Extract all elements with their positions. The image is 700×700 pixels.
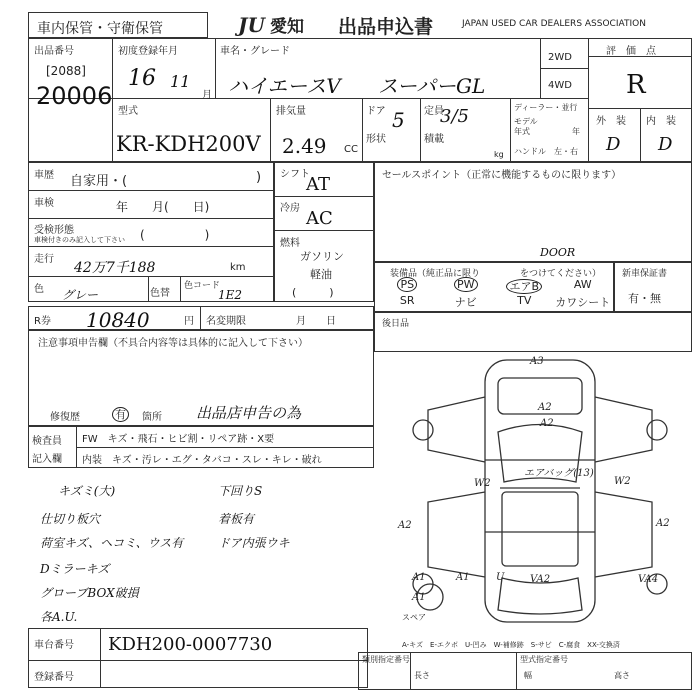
repair-note: 出品店申告の為: [196, 404, 302, 422]
association-name: JAPAN USED CAR DEALERS ASSOCIATION: [462, 19, 646, 29]
recycle-label: R券: [34, 316, 51, 327]
equipment-label: 装備品（純正品に限り: [390, 269, 481, 279]
damage-label-a2-2: A2: [540, 418, 554, 429]
repair-label: 修復歴: [50, 412, 80, 423]
remark-3: 仕切り板穴: [40, 512, 101, 526]
damage-label-w2-2: W2: [614, 476, 631, 487]
equipment-note: DOOR: [540, 246, 576, 259]
cc-unit: CC: [344, 144, 358, 155]
remark-8: グローブBOX破損: [40, 586, 139, 600]
fuel-value: ガソリン: [300, 250, 344, 263]
inspector-fw: FW キズ・飛石・ヒビ割・リペア跡・X要: [82, 434, 275, 445]
door-label: ドア: [366, 106, 386, 117]
ju-logo: [238, 12, 304, 37]
kg-unit: kg: [494, 150, 504, 159]
spec-label: 類別指定番号: [362, 655, 410, 664]
damage-label-va2: VA2: [530, 574, 551, 585]
region-text: 愛知: [270, 17, 304, 37]
displacement: 2.49: [282, 134, 327, 158]
model-designate-label: 型式指定番号: [520, 655, 568, 664]
remark-9: 各A.U.: [40, 610, 78, 624]
reg-year: 16: [128, 66, 156, 91]
width-label: 幅: [524, 671, 532, 680]
equip-airbag: エアB: [495, 278, 554, 294]
equip-leather: カワシート: [555, 296, 611, 309]
cooler-value: AC: [306, 208, 333, 229]
reg-month: 11: [170, 72, 191, 91]
rating-label: 評 価 点: [606, 46, 656, 57]
car-grade: スーパーGL: [378, 74, 486, 98]
ext-grade: D: [606, 134, 621, 155]
after-date-label: 後日品: [382, 319, 410, 329]
after-date-box: [374, 312, 692, 352]
equip-aw: AW: [573, 278, 592, 291]
inspection-label: 車検: [34, 198, 54, 209]
repair-yes: 有: [112, 406, 129, 422]
inspection-value: 年 月( 日): [116, 200, 210, 214]
shape-label: 形状: [366, 134, 386, 145]
inspector-entry-label: 記入欄: [32, 454, 62, 465]
fuel-label: 燃料: [280, 238, 300, 249]
repair-place: 箇所: [142, 412, 162, 423]
length-label: 長さ: [414, 671, 430, 680]
capacity: 3/5: [440, 106, 469, 127]
km-unit: km: [230, 262, 246, 273]
recycle-value: 10840: [86, 308, 150, 332]
drive-2wd: 2WD: [548, 52, 572, 63]
spare-label: スペア: [402, 613, 426, 622]
fuel-paren: ( ): [292, 286, 334, 299]
damage-label-a1-2: A1: [456, 572, 470, 583]
color-code-label: 色コード: [184, 281, 221, 291]
warranty-value: 有・無: [628, 292, 661, 305]
model-code: KR-KDH200V: [116, 132, 261, 156]
remark-1: キズミ(大): [58, 484, 116, 498]
ju-logo-text: JU: [238, 13, 265, 37]
storage-badge: [28, 12, 208, 38]
name-change-value: 月 日: [296, 316, 336, 327]
warranty-label: 新車保証書: [622, 269, 668, 279]
airbag-note: エアバッグ(13): [524, 468, 594, 479]
sales-point-label: セールスポイント（正常に機能するものに限ります）: [382, 170, 622, 181]
damage-label-a1-1: A1: [412, 572, 426, 583]
handle-label: ハンドル 左・右: [514, 147, 578, 156]
model-year-label: モデル: [514, 117, 538, 126]
fuel-alt: 軽油: [310, 268, 332, 281]
damage-label-a2-1: A2: [538, 402, 552, 413]
name-label: 車名・グレード: [220, 46, 290, 57]
car-name: ハイエースV: [228, 74, 341, 98]
lot-sub: [2088]: [46, 64, 86, 78]
lot-number: 20006: [36, 82, 113, 110]
color-code: 1E2: [218, 288, 243, 302]
equipment-label-tail: をつけてください）: [520, 269, 602, 279]
drive-4wd: 4WD: [548, 80, 572, 91]
history-close: ): [256, 170, 262, 185]
equip-tv: TV: [517, 294, 532, 307]
damage-legend: A-キズ E-エクボ U-凹み W-補修跡 S-サビ C-腐食 XX-交換済: [402, 641, 620, 649]
mileage: 42万7千188: [74, 260, 156, 276]
remark-4: 着板有: [218, 512, 255, 526]
inspector-interior: キズ・汚レ・エグ・タバコ・スレ・キレ・破れ: [112, 455, 322, 466]
lot-label: 出品番号: [34, 46, 74, 57]
color-label: 色: [34, 284, 44, 295]
shift-label: シフト: [280, 169, 310, 180]
remark-7: Dミラーキズ: [40, 562, 110, 576]
history-value: 自家用・(: [70, 174, 128, 189]
color-value: グレー: [62, 288, 99, 302]
color-change-label: 色替: [150, 288, 170, 299]
year-unit: 年: [572, 127, 580, 136]
accept-sub: 車検付きのみ記入して下さい: [34, 236, 125, 244]
int-grade: D: [658, 134, 673, 155]
yen-unit: 円: [184, 316, 194, 327]
damage-label-a2-3: A2: [398, 520, 412, 531]
height-label: 高さ: [614, 671, 630, 680]
mileage-label: 走行: [34, 254, 54, 265]
remark-6: ドア内張ウキ: [218, 536, 290, 550]
ext-label: 外 装: [596, 116, 626, 127]
damage-label-w2-1: W2: [474, 478, 491, 489]
form-title: 出品申込書: [338, 16, 434, 38]
damage-label-a3: A3: [530, 356, 544, 367]
door-count: 5: [392, 108, 405, 132]
equip-sr: SR: [399, 294, 415, 307]
damage-label-a2-4: A2: [656, 518, 670, 529]
inspector-label: 検査員: [32, 436, 62, 447]
year-label: 年式: [514, 127, 530, 136]
chassis-label: 車台番号: [34, 640, 74, 651]
remark-2: 下回りS: [218, 484, 263, 498]
equip-pw: PW: [437, 278, 496, 294]
accept-value: ( ): [140, 228, 210, 242]
type-label: 型式: [118, 106, 138, 117]
reg-no-label: 登録番号: [34, 672, 74, 683]
equipment-grid: [378, 278, 612, 310]
remark-5: 荷室キズ、ヘコミ、ウス有: [40, 536, 184, 550]
shift-value: AT: [306, 174, 331, 195]
inspector-interior-label: 内装: [82, 455, 102, 466]
reg-label: 初度登録年月: [118, 46, 178, 57]
load-label: 積載: [424, 134, 444, 145]
equip-navi: ナビ: [454, 296, 477, 309]
capacity-label: 定員: [424, 106, 444, 117]
storage-badge-text: 車内保管・守衛保管: [37, 21, 163, 37]
car-damage-diagram: [390, 352, 690, 632]
damage-label-va4: VA4: [638, 574, 659, 585]
dealer-label: ディーラー・並行: [514, 103, 578, 112]
chassis-number: KDH200-0007730: [108, 634, 273, 655]
int-label: 内 装: [646, 116, 676, 127]
rating-value: R: [626, 70, 646, 100]
cooler-label: 冷房: [280, 203, 300, 214]
accept-label: 受検形態: [34, 225, 74, 236]
damage-label-a1-3: A1: [412, 592, 426, 603]
history-label: 車歴: [34, 170, 54, 181]
notes-label: 注意事項申告欄（不具合内容等は具体的に記入して下さい）: [38, 338, 308, 349]
name-change-label: 名変期限: [206, 316, 246, 327]
equip-ps: PS: [378, 278, 437, 294]
reg-month-unit: 月: [202, 90, 212, 101]
damage-label-u: U: [496, 572, 505, 583]
disp-label: 排気量: [276, 106, 306, 117]
